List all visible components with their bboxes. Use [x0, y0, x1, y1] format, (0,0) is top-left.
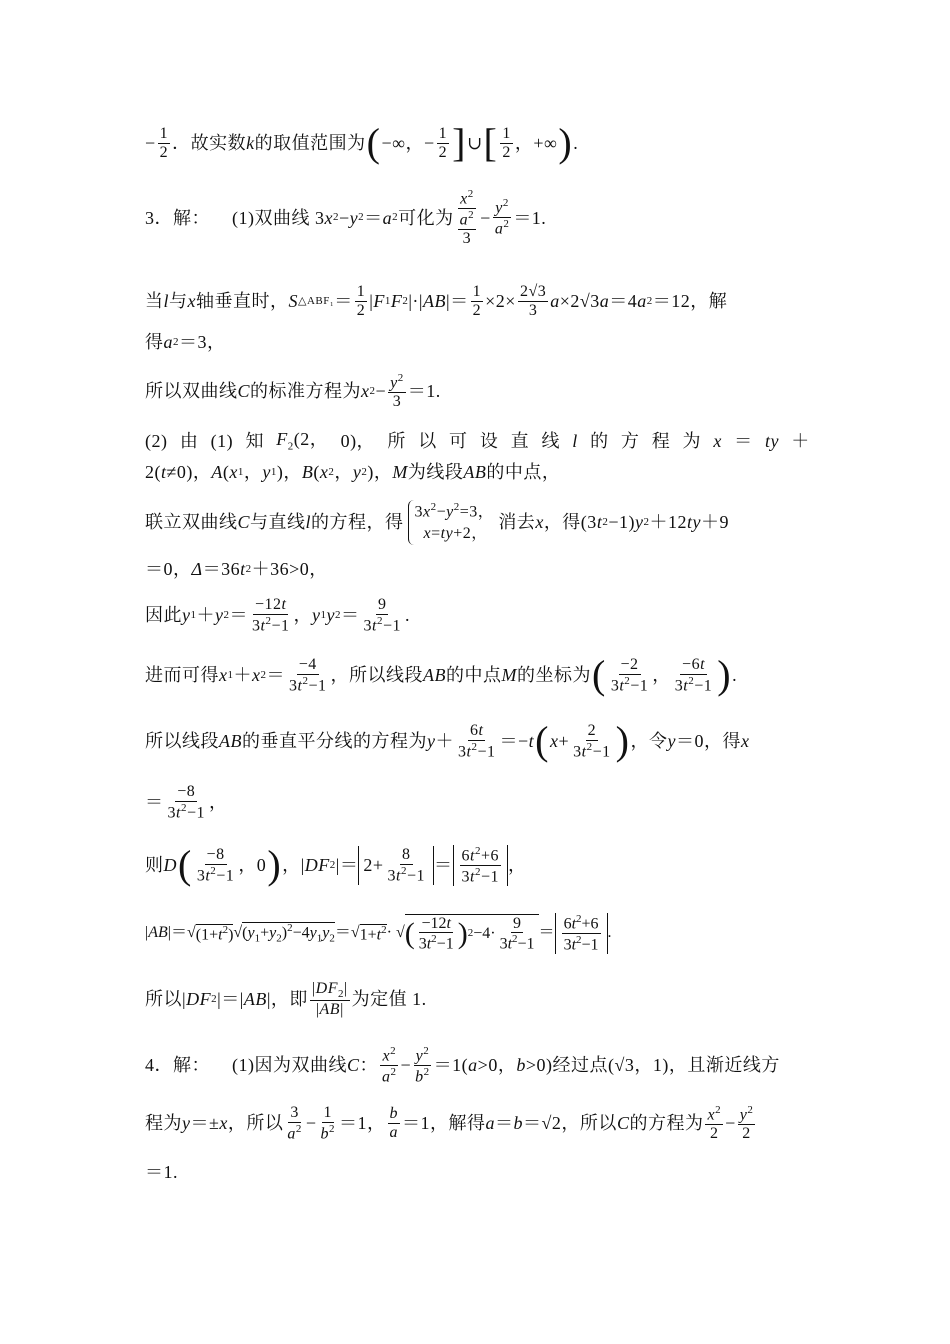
text-line: 当 l 与 x 轴垂直时， S △ABF₁ ＝ $\frac{1}{2}$ | F 1 F 2 |·| AB |＝ $\frac{1}{2}$ ×2× $\frac{2√3}{3}$ a ×2√3 a ＝4 a 2 ＝12，解 [145, 283, 728, 319]
text-line: 所以线段 AB 的垂直平分线的方程为 y ＋ $\frac{6t}{3t^2-1}$ ＝− t ( x + $\frac{2}{3t^2-1}$ ) ，令 y ＝0，得 x [145, 718, 750, 764]
text-line: − $\frac{1}{2}$ ．故实数 k 的取值范围为 ( −∞，− $\frac{1}{2}$ ] ∪ [ $\frac{1}{2}$ ，+∞ ) . [145, 120, 579, 166]
text-line: ＝0， Δ ＝36 t 2 ＋36>0， [145, 559, 328, 579]
text-line: (2) 由 (1) 知 $F_2(2$， 0)， 所 以 可 设 直 线 l 的 方 程 为 x ＝ ty ＋ [145, 429, 810, 453]
text-line: 程为 y ＝± x ，所以 $\frac{3}{a^2}$ − $\frac{1}{b^2}$ ＝1， $\frac{b}{a}$ ＝1，解得 a ＝ b ＝√2，所以 C 的方程为 $\frac{x^2}{2}$ − $\frac{y^2}{2}$ [145, 1104, 754, 1142]
text-line: 2( t ≠0)， A ( x 1 ， y 1 )， B ( x 2 ， y 2 )， M 为线段 AB 的中点， [145, 462, 561, 482]
text-line: 4．解： (1)因为双曲线 C ： $\frac{x^2}{a^2}$ − $\frac{y^2}{b^2}$ ＝1( a >0， b >0)经过点(√3，1)，且渐近线方 [145, 1045, 780, 1086]
text-line: 所以| DF 2 |＝| AB |，即 $\frac{|DF_2|}{|AB|}$ 为定值 1. [145, 980, 427, 1019]
text-line: 进而可得 x 1 ＋ x 2 ＝ $\frac{-4}{3t^2-1}$ ，所以线段 AB 的中点 M 的坐标为 ( $\frac{-2}{3t^2-1}$ ， $\frac{-6t}{3t^2-1}$ ) . [145, 652, 738, 698]
text-line: ＝1. [145, 1162, 178, 1182]
text-line: | AB |＝ √ $(1+t^2)$ √ $(y_1+y_2)^2-4y_1y_2$ ＝√ $1+t^2$ · √ ( $\frac{-12t}{3t^2-1}$ ) 2 −4· $\frac{9}{3t^2-1}$ ＝ $\frac{6t^2+6}{3t^2-1}$ . [145, 913, 612, 954]
text-line: ＝ $\frac{-8}{3t^2-1}$ ， [145, 783, 228, 821]
text-line: 所以双曲线 C 的标准方程为 x 2 − $\frac{y^2}{3}$ ＝1. [145, 372, 441, 410]
text-line: 3．解： (1)双曲线 3 x 2 − y 2 ＝ a 2 可化为 $x^2$ $a^2$ 3 − $\frac{y^2}{a^2}$ ＝1. [145, 188, 547, 247]
text-line: 因此 y 1 ＋ y 2 ＝ $\frac{-12t}{3t^2-1}$ ， y 1 y 2 ＝ $\frac{9}{3t^2-1}$ . [145, 596, 410, 634]
text-line: 则 D ( $\frac{-8}{3t^2-1}$ ，0 ) ，| DF 2 |＝ 2+ $\frac{8}{3t^2-1}$ ＝ $\frac{6t^2+6}{3t^2-1}$ ， [145, 842, 527, 888]
text-line: 联立双曲线 C 与直线 l 的方程，得 $3x^2-y^2=3$， x=ty+2， 消去 x ，得(3 t 2 −1) y 2 ＋12 ty ＋9 [145, 500, 810, 545]
text-line: 得 a 2 ＝3， [145, 332, 226, 352]
